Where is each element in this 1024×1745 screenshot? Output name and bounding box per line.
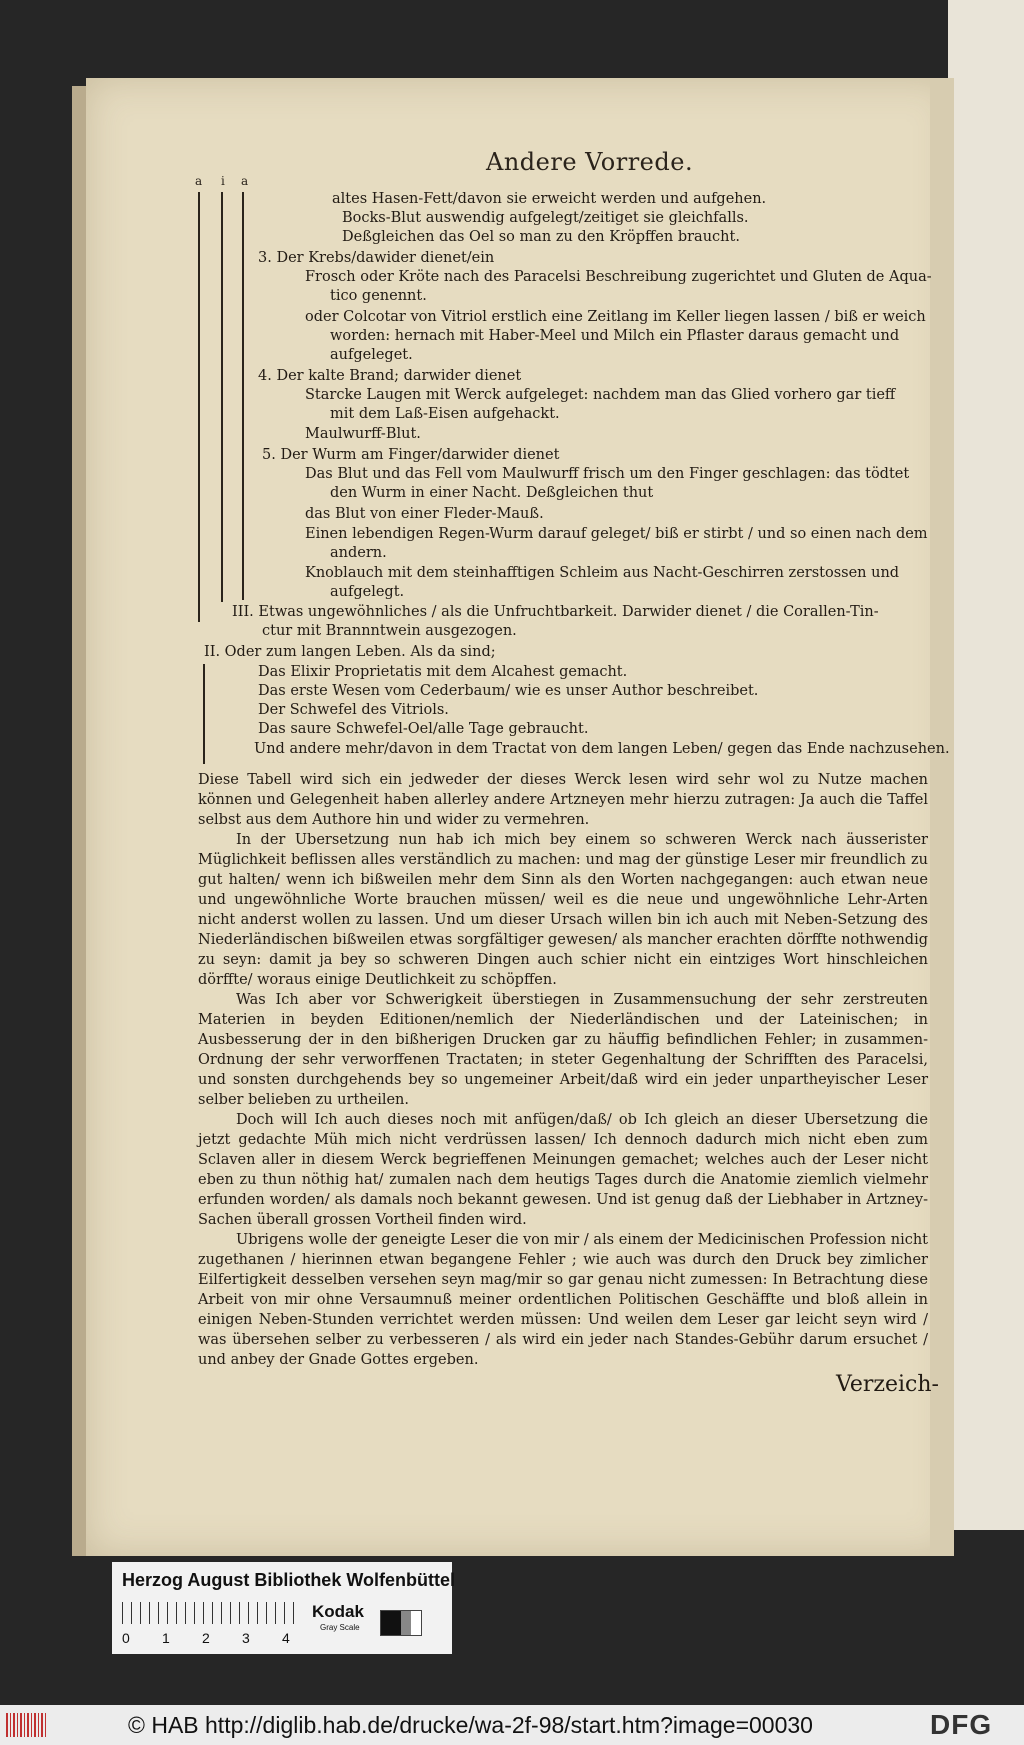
outline-letter: a bbox=[241, 174, 249, 188]
outline-line: 5. Der Wurm am Finger/darwider dienet bbox=[262, 447, 560, 463]
outline-line: aufgelegt. bbox=[330, 584, 405, 600]
ruler-number: 3 bbox=[242, 1630, 250, 1646]
body-text bbox=[198, 770, 928, 1370]
ruler-number: 1 bbox=[162, 1630, 170, 1646]
outline-line: Frosch oder Kröte nach des Paracelsi Beschreibung zugerichtet und Gluten de Aqua- bbox=[305, 269, 932, 285]
outline-line: Das Elixir Proprietatis mit dem Alcahest gemacht. bbox=[258, 664, 628, 680]
outline-brace bbox=[221, 192, 223, 602]
ruler-number: 4 bbox=[282, 1630, 290, 1646]
paragraph: Doch will Ich auch dieses noch mit anfügen/daß/ ob Ich gleich an dieser Ubersetzung die jetzt gedachte Müh mich nicht verdrüssen lassen/ Ich dennoch dadurch mich nicht eben zum Sclaven aller in diesem Werck begrieffenen Meinungen gemachet; welches auch der Leser nicht eben zu thun nöthig hat/ zumalen nach dem heutigs Tages durch die Anatomie ziemlich vielmehr erfunden worden/ als damals noch bekannt gewesen. Und ist genug daß der Liebhaber in Artzney-Sachen überall grossen Vortheil finden wird. bbox=[198, 1112, 928, 1228]
adjacent-page bbox=[948, 0, 1024, 1530]
barcode-icon bbox=[6, 1713, 46, 1737]
outline-line: Starcke Laugen mit Werck aufgeleget: nachdem man das Glied vorhero gar tieff bbox=[305, 387, 896, 403]
outline-line: den Wurm in einer Nacht. Deßgleichen thut bbox=[330, 485, 654, 501]
kodak-logo: Kodak bbox=[312, 1602, 364, 1621]
outline-brace bbox=[203, 664, 205, 764]
page-header: Andere Vorrede. bbox=[486, 148, 694, 176]
footer-bar bbox=[0, 1705, 1024, 1745]
outline-line: Deßgleichen das Oel so man zu den Kröpffen braucht. bbox=[342, 229, 740, 245]
ruler-number: 0 bbox=[122, 1630, 130, 1646]
outline-line: Maulwurff-Blut. bbox=[305, 426, 421, 442]
outline-line: Knoblauch mit dem steinhafftigen Schleim aus Nacht-Geschirren zerstossen und bbox=[305, 565, 900, 581]
outline-letter: i bbox=[221, 174, 225, 188]
outline-line: Das Blut und das Fell vom Maulwurff frisch um den Finger geschlagen: das tödtet bbox=[305, 466, 910, 482]
outline-line: Bocks-Blut auswendig aufgelegt/zeitiget sie gleichfalls. bbox=[342, 210, 749, 226]
ruler-number: 2 bbox=[202, 1630, 210, 1646]
outline-line: III. Etwas ungewöhnliches / als die Unfruchtbarkeit. Darwider dienet / die Corallen-Tin- bbox=[232, 604, 879, 620]
outline-line: Und andere mehr/davon in dem Tractat von dem langen Leben/ gegen das Ende nachzusehen. bbox=[254, 741, 950, 757]
gray-scale-label: Gray Scale bbox=[320, 1623, 360, 1632]
paragraph: Ubrigens wolle der geneigte Leser die von mir / als einem der Medicinischen Profession nicht zugethanen / hierinnen etwan begangene Fehler ; wie auch was durch den Druck bey zimlicher Eilfertigkeit desselben versehen seyn mag/mir so gar genau nicht zumessen: In Betrachtung diese Arbeit von mir ohne Versaumnuß meiner ordentlichen Politischen Geschäffte und bloß allein in einigen Neben-Stunden verrichtet werden müssen: Und weilen dem Leser gar leicht seyn wird / was übersehen selber zu verbesseren / als wird ein jeder nach Standes-Gebühr darum ersuchet / und anbey der Gnade Gottes ergeben. bbox=[198, 1232, 928, 1368]
outline-letter: a bbox=[195, 174, 203, 188]
outline-line: Der Schwefel des Vitriols. bbox=[258, 702, 449, 718]
outline-line: Einen lebendigen Regen-Wurm darauf geleget/ biß er stirbt / und so einen nach dem bbox=[305, 526, 928, 542]
outline-line: tico genennt. bbox=[330, 288, 427, 304]
outline-line: andern. bbox=[330, 545, 387, 561]
outline-line: oder Colcotar von Vitriol erstlich eine Zeitlang im Keller liegen lassen / biß er weich bbox=[305, 309, 926, 325]
outline-brace bbox=[242, 192, 244, 600]
outline-brace bbox=[198, 192, 200, 622]
library-label-card bbox=[112, 1562, 455, 1654]
dfg-logo: DFG bbox=[930, 1709, 993, 1740]
paragraph: Diese Tabell wird sich ein jedweder der dieses Werck lesen wird sehr wol zu Nutze machen können und Gelegenheit haben allerley andere Artzneyen mehr hierzu zutragen: Ja auch die Taffel selbst aus dem Authore hin und wider zu vermehren. bbox=[198, 772, 928, 828]
outline-line: aufgeleget. bbox=[330, 347, 413, 363]
paragraph: Was Ich aber vor Schwerigkeit überstiegen in Zusammensuchung der sehr zerstreuten Materien in beyden Editionen/nemlich der Niederländischen und der Lateinischen; in Ausbesserung der in den bißherigen Drucken gar zu häuffig befindlichen Fehler; in zusammen-Ordnung der sehr verworffenen Tractaten; in steter Gegenhaltung der Schrifften des Paracelsi, und sonsten durchgehends bey so ungemeiner Arbeit/daß wird ein jeder unpartheyischer Leser selber belieben zu urtheilen. bbox=[198, 992, 928, 1108]
outline-line: Das erste Wesen vom Cederbaum/ wie es unser Author beschreibet. bbox=[258, 683, 759, 699]
gray-scale-swatch bbox=[380, 1610, 422, 1636]
scale-ruler bbox=[122, 1602, 302, 1624]
catchword: Verzeich- bbox=[836, 1372, 939, 1397]
footer-url[interactable]: © HAB http://diglib.hab.de/drucke/wa-2f-98/start.htm?image=00030 bbox=[128, 1712, 813, 1738]
library-name: Herzog August Bibliothek Wolfenbüttel bbox=[122, 1570, 455, 1590]
outline-line: mit dem Laß-Eisen aufgehackt. bbox=[330, 406, 560, 422]
outline-line: 4. Der kalte Brand; darwider dienet bbox=[258, 368, 522, 384]
outline-line: worden: hernach mit Haber-Meel und Milch ein Pflaster daraus gemacht und bbox=[330, 328, 900, 344]
outline-line: ctur mit Brannntwein ausgezogen. bbox=[262, 623, 517, 639]
outline-line: altes Hasen-Fett/davon sie erweicht werden und aufgehen. bbox=[332, 191, 767, 207]
outline-line: das Blut von einer Fleder-Mauß. bbox=[305, 506, 544, 522]
outline-line: II. Oder zum langen Leben. Als da sind; bbox=[204, 644, 496, 660]
outline-line: 3. Der Krebs/dawider dienet/ein bbox=[258, 250, 495, 266]
page-gutter bbox=[930, 78, 954, 1556]
paragraph: In der Ubersetzung nun hab ich mich bey einem so schweren Werck nach äusserister Müglichkeit beflissen alles verständlich zu machen: und mag der günstige Leser mir freundlich zu gut halten/ wenn ich bißweilen mehr dem Sinn als den Worten nachgegangen: auch etwan neue und ungewöhnliche Worte brauchen müssen/ weil es die neue und ungewöhnliche Lehr-Arten nicht anderst wollen zu lassen. Und um dieser Ursach willen bin ich auch mit Neben-Setzung des Niederländischen bißweilen etwas sorgfältiger gewesen/ als mancher erachten dörffte nothwendig zu seyn: damit ja bey so schweren Dingen auch schier nicht ein eintziges Wort hinschleichen dörffte/ woraus einige Deutlichkeit zu schöpffen. bbox=[198, 832, 928, 988]
outline-line: Das saure Schwefel-Oel/alle Tage gebraucht. bbox=[258, 721, 589, 737]
